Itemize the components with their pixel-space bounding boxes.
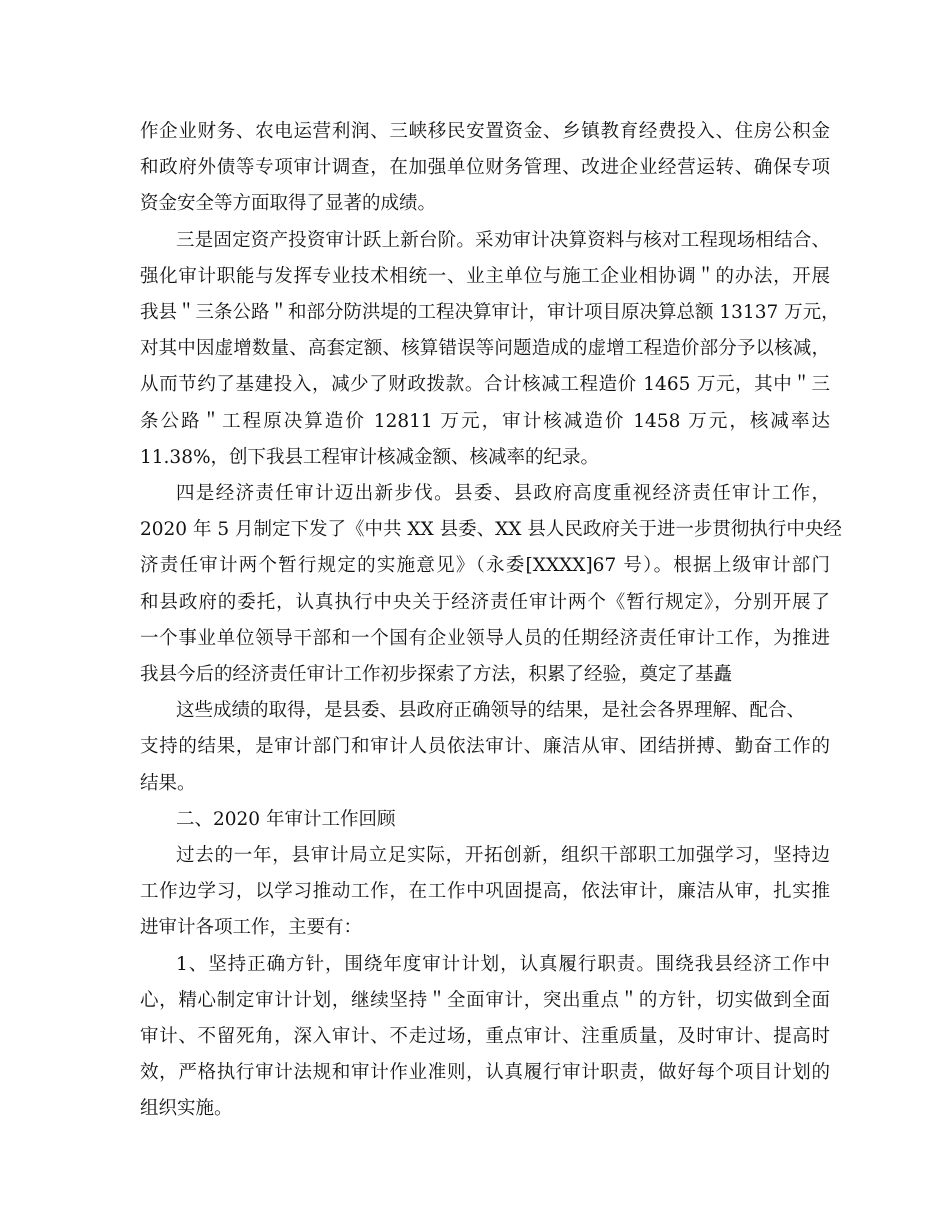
body-text-line: 我县＂三条公路＂和部分防洪堤的工程决算审计，审计项目原决算总额 13137 万元， — [140, 302, 840, 323]
paragraph-start-line: 四是经济责任审计迈出新步伐。县委、县政府高度重视经济责任审计工作， — [176, 483, 830, 504]
body-text-line: 支持的结果，是审计部门和审计人员依法审计、廉洁从审、团结拼搏、勤奋工作的 — [140, 736, 830, 757]
body-text-line: 结果。 — [140, 773, 196, 794]
paragraph-start-line: 三是固定资产投资审计跃上新台阶。采劝审计决算资料与核对工程现场相结合、 — [176, 230, 830, 251]
body-text-line: 我县今后的经济责任审计工作初步探索了方法，积累了经验，奠定了基矗 — [140, 664, 733, 685]
body-text-line: 审计、不留死角，深入审计、不走过场，重点审计、注重质量，及时审计、提高时 — [140, 1026, 830, 1047]
body-text-line: 作企业财务、农电运营利润、三峡移民安置资金、乡镇教育经费投入、住房公积金 — [140, 121, 830, 142]
body-text-line: 条公路＂工程原决算造价 12811 万元，审计核减造价 1458 万元，核减率达 — [140, 411, 830, 432]
body-text-line: 进审计各项工作，主要有： — [140, 917, 363, 938]
paragraph-start-line: 这些成绩的取得，是县委、县政府正确领导的结果，是社会各界理解、配合、 — [176, 700, 806, 721]
paragraph-start-line: 过去的一年，县审计局立足实际，开拓创新，组织干部职工加强学习，坚持边 — [176, 845, 830, 866]
body-text-line: 和政府外债等专项审计调查，在加强单位财务管理、改进企业经营运转、确保专项 — [140, 157, 830, 178]
body-text-line: 心，精心制定审计计划，继续坚持＂全面审计，突出重点＂的方针，切实做到全面 — [140, 990, 830, 1011]
body-text-line: 11.38%，创下我县工程审计核减金额、核减率的纪录。 — [140, 447, 600, 468]
body-text-line: 济责任审计两个暂行规定的实施意见》（永委[XXXX]67 号）。根据上级审计部门 — [140, 555, 830, 576]
body-text-line: 组织实施。 — [140, 1098, 233, 1119]
body-text-line: 效，严格执行审计法规和审计作业准则，认真履行审计职责，做好每个项目计划的 — [140, 1062, 830, 1083]
section-heading: 二、2020 年审计工作回顾 — [176, 809, 396, 830]
body-text-line: 资金安全等方面取得了显著的成绩。 — [140, 193, 437, 214]
body-text-line: 2020 年 5 月制定下发了《中共 XX 县委、XX 县人民政府关于进一步贯彻执行中央经 — [140, 519, 842, 540]
paragraph-start-line: 1、坚持正确方针，围绕年度审计计划，认真履行职责。围绕我县经济工作中 — [176, 954, 830, 975]
body-text-line: 工作边学习，以学习推动工作，在工作中巩固提高，依法审计，廉洁从审，扎实推 — [140, 881, 830, 902]
body-text-line: 和县政府的委托，认真执行中央关于经济责任审计两个《暂行规定》，分别开展了 — [140, 592, 830, 613]
body-text-line: 强化审计职能与发挥专业技术相统一、业主单位与施工企业相协调＂的办法，开展 — [140, 266, 830, 287]
body-text-line: 从而节约了基建投入，减少了财政拨款。合计核减工程造价 1465 万元，其中＂三 — [140, 374, 830, 395]
body-text-line: 对其中因虚增数量、高套定额、核算错误等问题造成的虚增工程造价部分予以核减， — [140, 338, 830, 359]
body-text-line: 一个事业单位领导干部和一个国有企业领导人员的任期经济责任审计工作，为推进 — [140, 628, 830, 649]
